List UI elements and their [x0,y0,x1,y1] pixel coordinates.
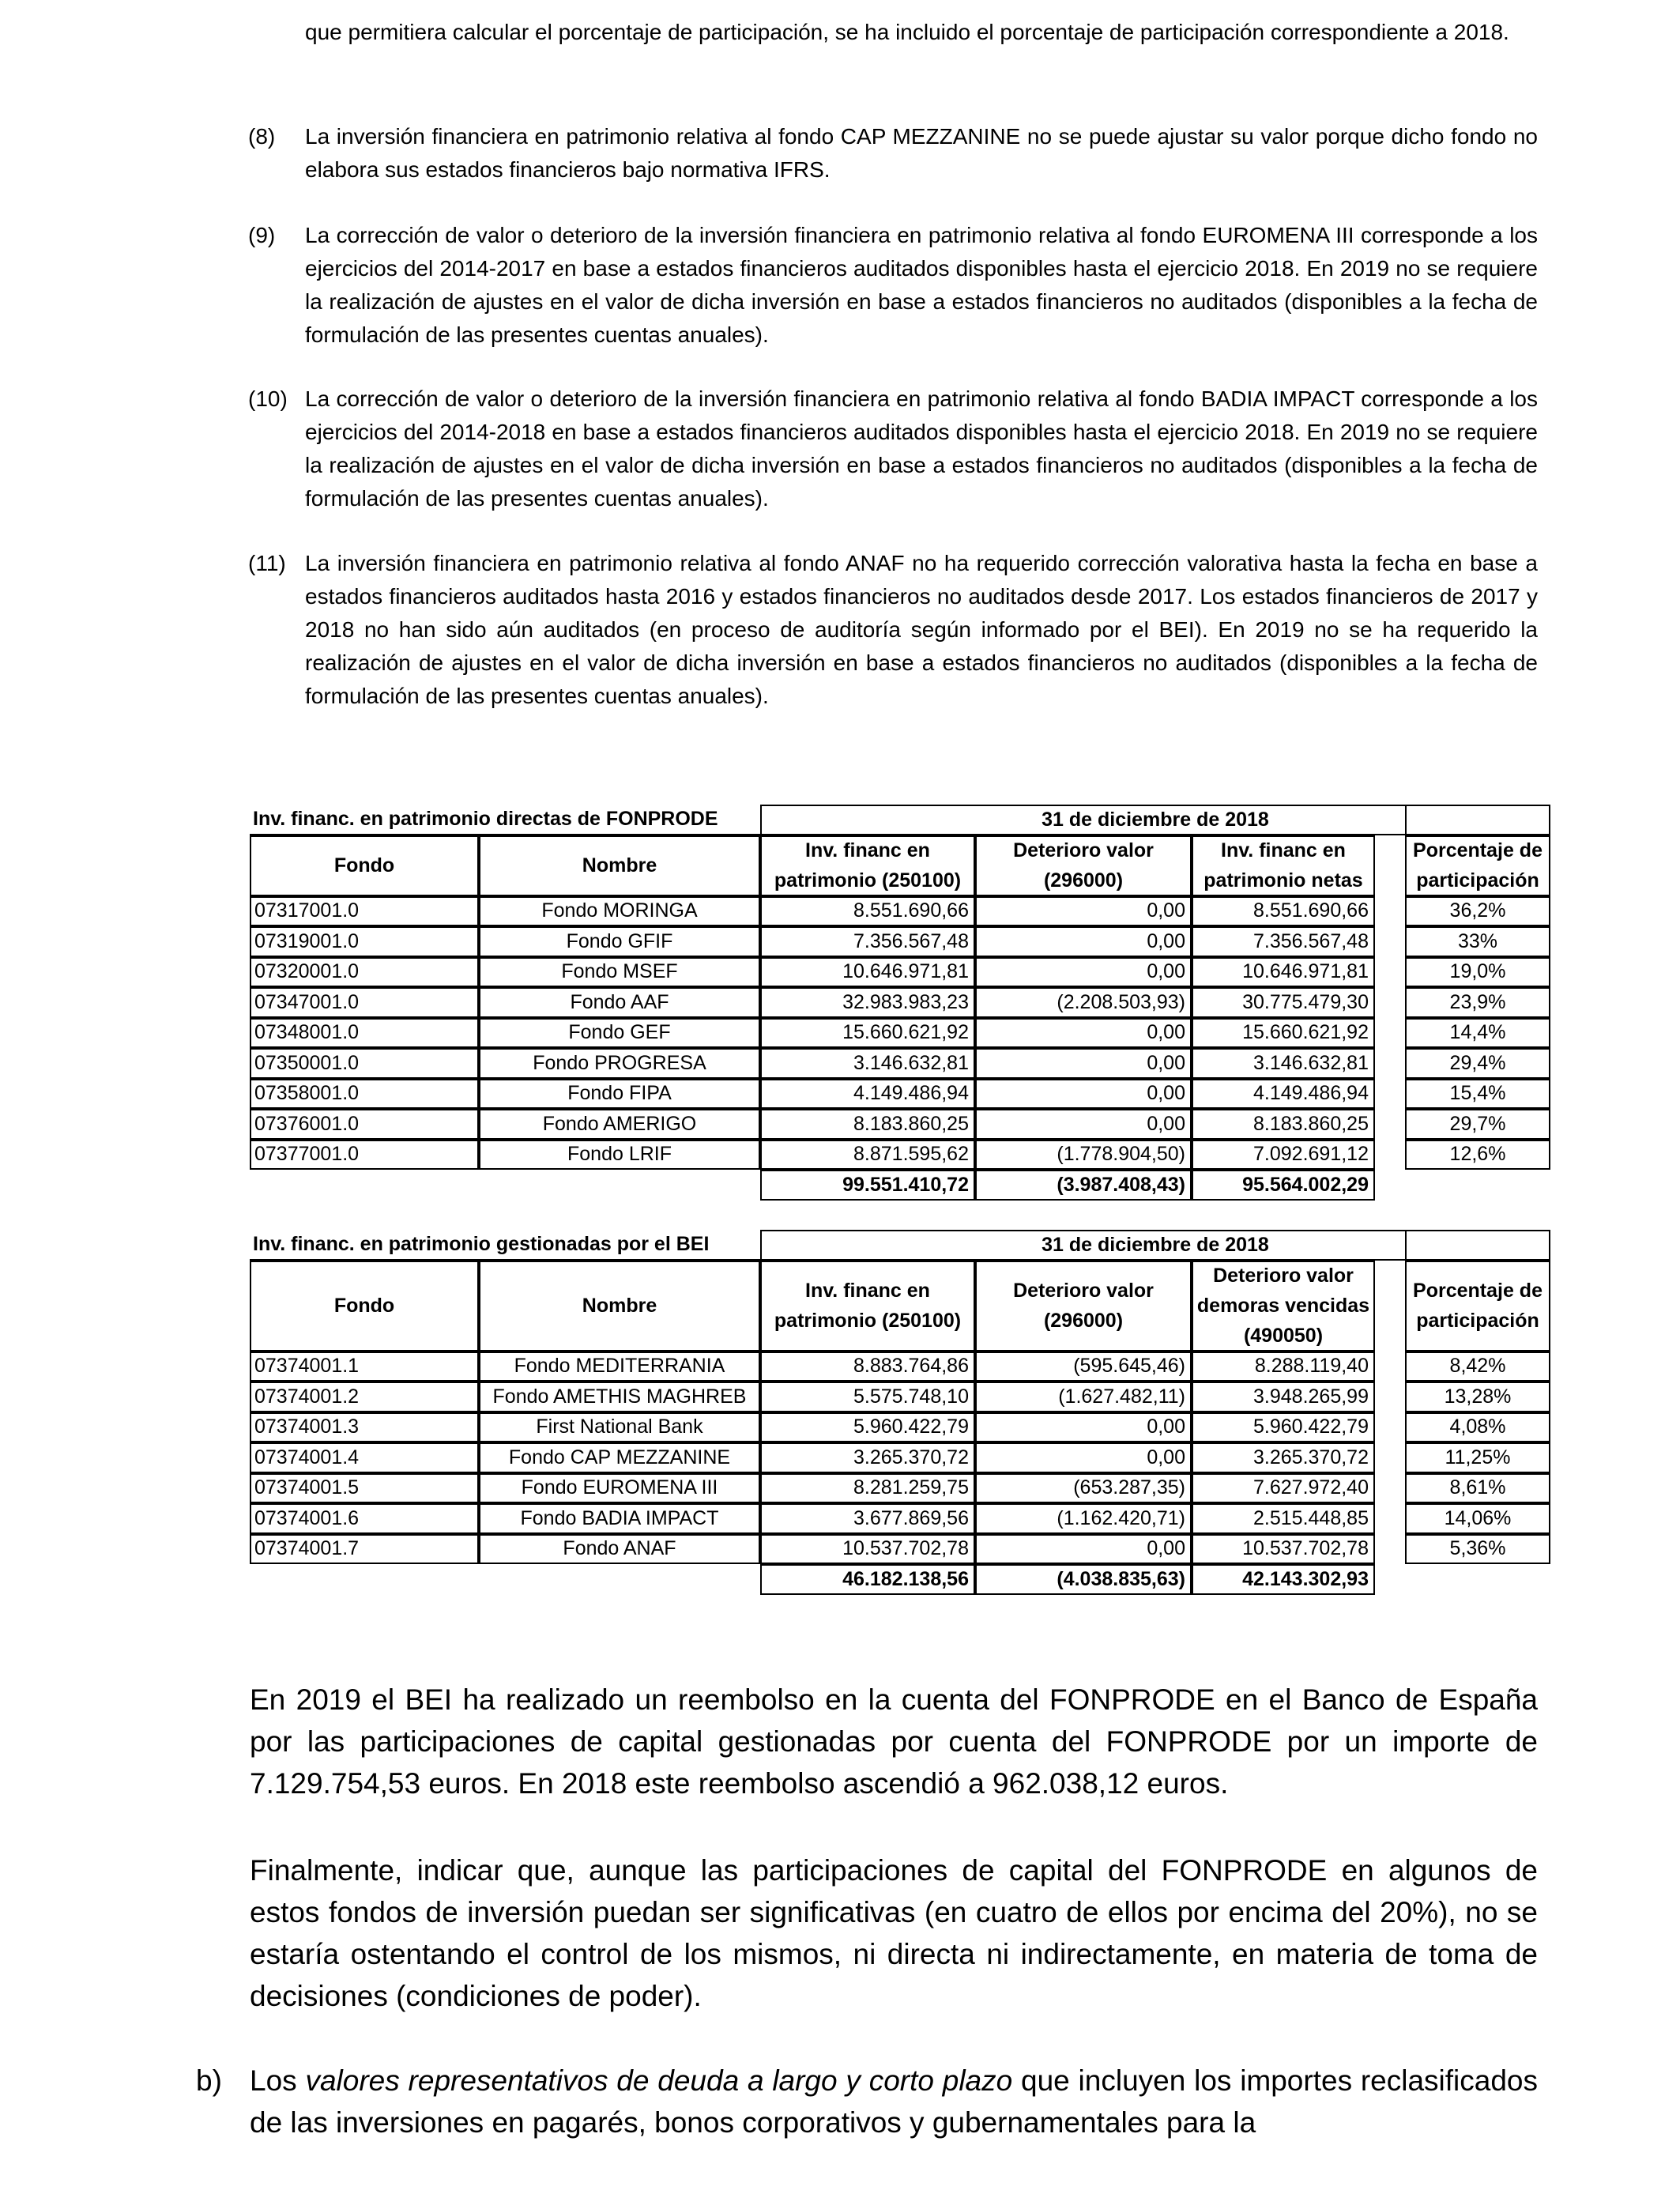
cell-nombre: Fondo MORINGA [479,896,760,927]
cell-det: (1.162.420,71) [975,1503,1192,1534]
cell-net: 10.646.971,81 [1192,957,1375,988]
item-b-text [250,2060,1538,2143]
cell-fondo: 07374001.5 [250,1473,479,1504]
cell-net: 5.960.422,79 [1192,1412,1375,1443]
total-det: (4.038.835,63) [975,1564,1192,1595]
cell-net: 8.551.690,66 [1192,896,1375,927]
cell-fondo: 07348001.0 [250,1018,479,1049]
cell-nombre: Fondo LRIF [479,1140,760,1171]
col-header-det: Deterioro valor (296000) [975,1261,1192,1351]
cell-det: 0,00 [975,1048,1192,1079]
cell-pct: 14,06% [1405,1503,1550,1534]
cell-nombre: Fondo ANAF [479,1534,760,1565]
cell-pct: 29,7% [1405,1109,1550,1140]
cell-fondo: 07374001.1 [250,1351,479,1382]
total-inv: 46.182.138,56 [760,1564,975,1595]
cell-det: (653.287,35) [975,1473,1192,1504]
col-header-fondo: Fondo [250,1261,479,1351]
cell-net: 15.660.621,92 [1192,1018,1375,1049]
cell-net: 3.146.632,81 [1192,1048,1375,1079]
note-9-number: (9) [248,223,276,247]
cell-fondo: 07317001.0 [250,896,479,927]
note-8-number: (8) [248,124,276,149]
cell-pct: 23,9% [1405,987,1550,1018]
date-header: 31 de diciembre de 2018 [760,1230,1550,1261]
cell-inv: 8.551.690,66 [760,896,975,927]
cell-inv: 3.265.370,72 [760,1442,975,1473]
cell-net: 30.775.479,30 [1192,987,1375,1018]
date-header: 31 de diciembre de 2018 [760,805,1550,835]
cell-nombre: Fondo GFIF [479,926,760,957]
cell-fondo: 07358001.0 [250,1079,479,1110]
cell-fondo: 07377001.0 [250,1140,479,1171]
col-header-inv: Inv. financ en patrimonio (250100) [760,835,975,896]
cell-nombre: Fondo MSEF [479,957,760,988]
cell-fondo: 07350001.0 [250,1048,479,1079]
col-header-fondo: Fondo [250,835,479,896]
cell-net: 8.288.119,40 [1192,1351,1375,1382]
cell-net: 7.627.972,40 [1192,1473,1375,1504]
cell-fondo: 07347001.0 [250,987,479,1018]
total-inv: 99.551.410,72 [760,1170,975,1201]
note-11-text: La inversión financiera en patrimonio relativa al fondo ANAF no ha requerido corrección valorativa hasta la fecha en base a estados financieros auditados hasta 2016 y estados financieros no auditados desde 2017. Los estados financieros de 2017 y 2018 no han sido aún auditados (en proceso de auditoría según informado por el BEI). En 2019 no se ha requerido la realización de ajustes en el valor de dicha inversión en base a estados financieros no auditados (disponibles a la fecha de formulación de las presentes cuentas anuales). [305,551,1538,708]
cell-inv: 8.883.764,86 [760,1351,975,1382]
col-header-net: Deterioro valor demoras vencidas (490050) [1192,1261,1375,1351]
cell-nombre: Fondo AAF [479,987,760,1018]
cell-det: 0,00 [975,1534,1192,1565]
cell-inv: 5.575.748,10 [760,1382,975,1412]
cell-net: 7.356.567,48 [1192,926,1375,957]
cell-nombre: First National Bank [479,1412,760,1443]
cell-det: 0,00 [975,1442,1192,1473]
cell-det: 0,00 [975,1412,1192,1443]
cell-nombre: Fondo FIPA [479,1079,760,1110]
cell-det: 0,00 [975,1079,1192,1110]
cell-inv: 8.871.595,62 [760,1140,975,1171]
cell-nombre: Fondo CAP MEZZANINE [479,1442,760,1473]
cell-fondo: 07374001.7 [250,1534,479,1565]
cell-pct: 36,2% [1405,896,1550,927]
cell-det: (1.627.482,11) [975,1382,1192,1412]
total-det: (3.987.408,43) [975,1170,1192,1201]
cell-nombre: Fondo BADIA IMPACT [479,1503,760,1534]
cell-inv: 15.660.621,92 [760,1018,975,1049]
cell-pct: 5,36% [1405,1534,1550,1565]
cell-fondo: 07376001.0 [250,1109,479,1140]
cell-nombre: Fondo MEDITERRANIA [479,1351,760,1382]
item-b-pre: Los [250,2064,297,2097]
item-b-post: que incluyen los importes reclasificados de las inversiones en pagarés, bonos corporativos y gubernamentales para la [250,2064,1539,2139]
cell-nombre: Fondo GEF [479,1018,760,1049]
cell-inv: 3.677.869,56 [760,1503,975,1534]
cell-pct: 8,42% [1405,1351,1550,1382]
cell-inv: 32.983.983,23 [760,987,975,1018]
col-header-inv: Inv. financ en patrimonio (250100) [760,1261,975,1351]
paragraph-control: Finalmente, indicar que, aunque las participaciones de capital del FONPRODE en algunos de estos fondos de inversión puedan ser significativas (en cuatro de ellos por encima del 20%), no se estaría ostentando el control de los mismos, ni directa ni indirectamente, en materia de toma de decisiones (condiciones de poder). [250,1854,1538,2012]
pct-header-top [1405,805,1550,835]
cell-inv: 10.646.971,81 [760,957,975,988]
cell-net: 2.515.448,85 [1192,1503,1375,1534]
cell-det: 0,00 [975,926,1192,957]
item-b-marker: b) [196,2064,222,2097]
cell-det: 0,00 [975,1018,1192,1049]
cell-inv: 7.356.567,48 [760,926,975,957]
cell-net: 4.149.486,94 [1192,1079,1375,1110]
col-header-net: Inv. financ en patrimonio netas [1192,835,1375,896]
pct-header-top [1405,1230,1550,1261]
cell-pct: 11,25% [1405,1442,1550,1473]
col-header-nombre: Nombre [479,1261,760,1351]
note-10-text: La corrección de valor o deterioro de la inversión financiera en patrimonio relativa al fondo BADIA IMPACT corresponde a los ejercicios del 2014-2018 en base a estados financieros auditados disponibles hasta el ejercicio 2018. En 2019 no se requiere la realización de ajustes en el valor de dicha inversión en base a estados financieros no auditados (disponibles a la fecha de formulación de las presentes cuentas anuales). [305,386,1538,511]
cell-fondo: 07320001.0 [250,957,479,988]
cell-fondo: 07374001.3 [250,1412,479,1443]
col-header-nombre: Nombre [479,835,760,896]
paragraph-reembolso: En 2019 el BEI ha realizado un reembolso en la cuenta del FONPRODE en el Banco de España por las participaciones de capital gestionadas por cuenta del FONPRODE por un importe de 7.129.754,53 euros. En 2018 este reembolso ascendió a 962.038,12 euros. [250,1683,1538,1800]
cell-det: 0,00 [975,957,1192,988]
note-10-number: (10) [248,386,288,411]
item-b-italic: valores representativos de deuda a largo y corto plazo [305,2064,1013,2097]
table-title: Inv. financ. en patrimonio directas de FONPRODE [250,805,760,835]
cell-pct: 15,4% [1405,1079,1550,1110]
cell-pct: 33% [1405,926,1550,957]
cell-net: 3.265.370,72 [1192,1442,1375,1473]
total-net: 95.564.002,29 [1192,1170,1375,1201]
cell-pct: 14,4% [1405,1018,1550,1049]
cell-fondo: 07319001.0 [250,926,479,957]
cell-inv: 4.149.486,94 [760,1079,975,1110]
cell-pct: 13,28% [1405,1382,1550,1412]
cell-pct: 4,08% [1405,1412,1550,1443]
cell-fondo: 07374001.4 [250,1442,479,1473]
cell-inv: 8.281.259,75 [760,1473,975,1504]
cell-nombre: Fondo AMERIGO [479,1109,760,1140]
cell-nombre: Fondo PROGRESA [479,1048,760,1079]
cell-nombre: Fondo EUROMENA III [479,1473,760,1504]
total-net: 42.143.302,93 [1192,1564,1375,1595]
table-title: Inv. financ. en patrimonio gestionadas por el BEI [250,1230,760,1261]
cell-pct: 12,6% [1405,1140,1550,1171]
cell-net: 10.537.702,78 [1192,1534,1375,1565]
cell-pct: 29,4% [1405,1048,1550,1079]
cell-nombre: Fondo AMETHIS MAGHREB [479,1382,760,1412]
cell-det: (2.208.503,93) [975,987,1192,1018]
note-8-text: La inversión financiera en patrimonio relativa al fondo CAP MEZZANINE no se puede ajustar su valor porque dicho fondo no elabora sus estados financieros bajo normativa IFRS. [305,124,1538,182]
cell-inv: 5.960.422,79 [760,1412,975,1443]
cell-det: 0,00 [975,1109,1192,1140]
note-9-text: La corrección de valor o deterioro de la inversión financiera en patrimonio relativa al fondo EUROMENA III corresponde a los ejercicios del 2014-2017 en base a estados financieros auditados disponibles hasta el ejercicio 2018. En 2019 no se requiere la realización de ajustes en el valor de dicha inversión en base a estados financieros no auditados (disponibles a la fecha de formulación de las presentes cuentas anuales). [305,223,1538,347]
cell-fondo: 07374001.6 [250,1503,479,1534]
note-11-number: (11) [248,551,286,575]
cell-fondo: 07374001.2 [250,1382,479,1412]
cell-net: 7.092.691,12 [1192,1140,1375,1171]
cell-net: 8.183.860,25 [1192,1109,1375,1140]
col-header-det: Deterioro valor (296000) [975,835,1192,896]
cell-inv: 3.146.632,81 [760,1048,975,1079]
cell-pct: 19,0% [1405,957,1550,988]
col-header-pct: Porcentaje de participación [1405,1261,1550,1351]
cell-det: (595.645,46) [975,1351,1192,1382]
cell-inv: 8.183.860,25 [760,1109,975,1140]
cell-det: 0,00 [975,896,1192,927]
cell-det: (1.778.904,50) [975,1140,1192,1171]
cell-pct: 8,61% [1405,1473,1550,1504]
note-7-continuation: que permitiera calcular el porcentaje de participación, se ha incluido el porcentaje de participación correspondiente a 2018. [305,20,1509,44]
cell-inv: 10.537.702,78 [760,1534,975,1565]
cell-net: 3.948.265,99 [1192,1382,1375,1412]
col-header-pct: Porcentaje de participación [1405,835,1550,896]
